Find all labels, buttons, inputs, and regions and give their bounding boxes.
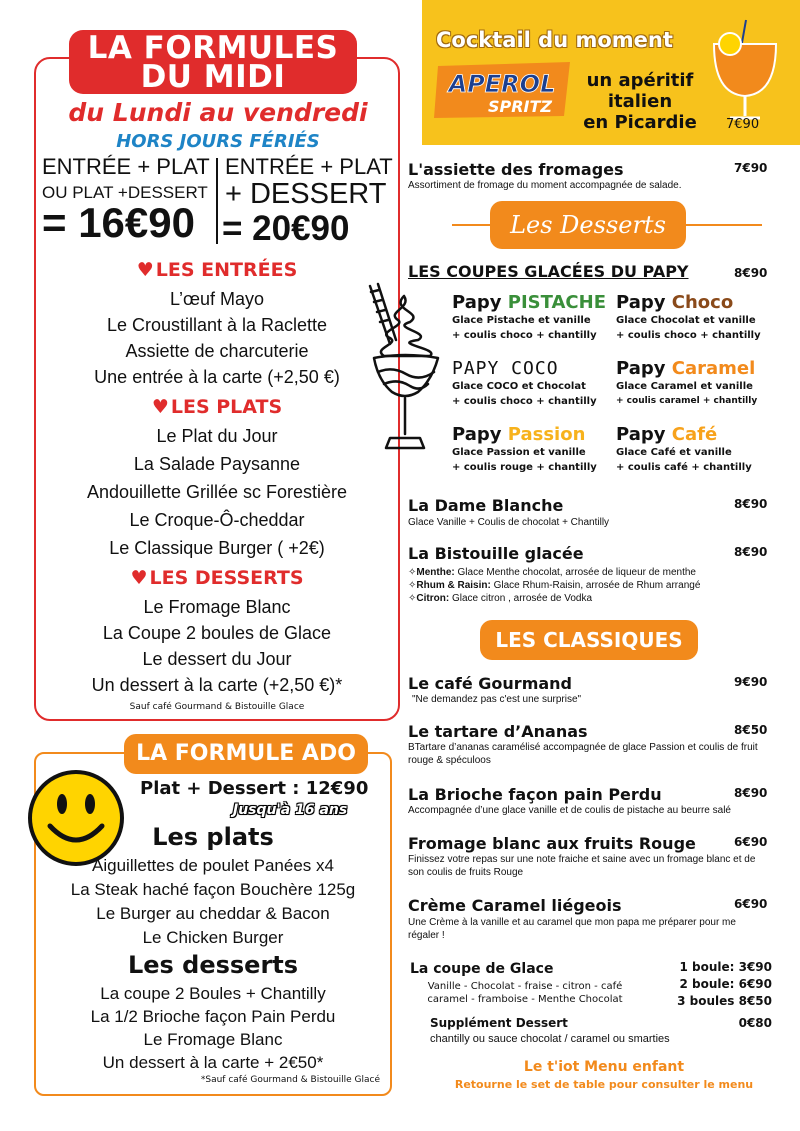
cocktail-title: Cocktail du moment <box>436 28 673 52</box>
formule-midi-title <box>69 30 357 94</box>
formula2-price: = 20€90 <box>222 209 350 248</box>
coupe-glace-price: 3 boules 8€50 <box>677 994 772 1008</box>
formula2-line1: ENTRÉE + PLAT <box>225 154 393 179</box>
heart-icon: ♥ <box>130 567 148 589</box>
papy-caramel-desc1: Glace Caramel et vanille <box>616 381 753 392</box>
cafe-gourmand-price: 9€90 <box>734 675 768 689</box>
entree-item: Assiette de charcuterie <box>125 341 309 361</box>
ado-dessert-item: Le Fromage Blanc <box>143 1030 283 1049</box>
formule-ado-price: Plat + Dessert : 12€90 <box>140 778 369 799</box>
tartare-ananas-title: Le tartare d’Ananas <box>408 722 588 741</box>
plat-item: Le Croque-Ô-cheddar <box>129 510 305 530</box>
divider <box>686 224 762 226</box>
plat-item: Andouillette Grillée sc Forestière <box>86 482 348 502</box>
creme-caramel-title: Crème Caramel liégeois <box>408 896 622 915</box>
menu-enfant-subtitle: Retourne le set de table pour consulter le menu <box>454 1078 754 1091</box>
spritz-glass-icon <box>700 14 790 124</box>
smiley-icon <box>26 768 126 868</box>
plat-item: La Salade Paysanne <box>133 454 301 474</box>
dessert-item: La Coupe 2 boules de Glace <box>102 623 332 643</box>
coupes-glacees-title: LES COUPES GLACÉES DU PAPY <box>408 262 689 281</box>
formule-ado-title: LA FORMULE ADO <box>124 734 368 774</box>
formule-ado-footnote: *Sauf café Gourmand & Bistouille Glacé <box>200 1075 380 1085</box>
coupe-glace-price: 1 boule: 3€90 <box>679 960 772 974</box>
formule-midi-days: du Lundi au vendredi <box>68 98 368 127</box>
coupe-glace-price: 2 boule: 6€90 <box>679 977 772 991</box>
ado-plat-item: Aiguillettes de poulet Panées x4 <box>92 856 334 875</box>
entree-item: Le Croustillant à la Raclette <box>106 315 328 335</box>
ado-dessert-item: La coupe 2 Boules + Chantilly <box>100 984 326 1003</box>
papy-cafe-desc2: + coulis café + chantilly <box>616 462 752 473</box>
ado-plat-item: Le Burger au cheddar & Bacon <box>96 904 330 923</box>
classiques-section-title: LES CLASSIQUES <box>480 620 698 660</box>
ado-plats-heading: Les plats <box>152 823 274 851</box>
entree-item: L’œuf Mayo <box>169 289 265 309</box>
cocktail-price: 7€90 <box>726 117 760 132</box>
creme-caramel-description: Une Crème à la vanille et au caramel que mon papa me préparer pour me régaler ! <box>408 917 736 941</box>
bistouille-options <box>408 566 768 605</box>
papy-passion-name: Papy Passion <box>452 424 586 445</box>
papy-coco-card <box>452 358 616 409</box>
formula1-price: = 16€90 <box>42 199 195 246</box>
papy-passion-card <box>452 424 616 475</box>
tartare-ananas-price: 8€50 <box>734 723 768 737</box>
dame-blanche-price: 8€90 <box>734 497 768 511</box>
bistouille-option: ✧Menthe: Glace Menthe chocolat, arrosée de liqueur de menthe <box>408 567 696 578</box>
papy-pistache-name: Papy PISTACHE <box>452 292 607 313</box>
papy-choco-name: Papy Choco <box>616 292 734 313</box>
papy-caramel-desc2: + coulis caramel + chantilly <box>616 396 758 406</box>
fromages-description: Assortiment de fromage du moment accompagnée de salade. <box>408 180 682 191</box>
fromage-blanc-price: 6€90 <box>734 835 768 849</box>
papy-coco-desc1: Glace COCO et Chocolat <box>452 381 586 392</box>
papy-caramel-card <box>616 358 786 409</box>
papy-coco-desc2: + coulis choco + chantilly <box>452 396 597 407</box>
papy-pistache-desc2: + coulis choco + chantilly <box>452 330 597 341</box>
entrees-heading: ♥ LES ENTRÉES <box>136 259 298 281</box>
formule-midi-hors-feries: HORS JOURS FÉRIÉS <box>116 131 320 152</box>
formula1-line1: ENTRÉE + PLAT <box>42 154 210 179</box>
papy-coco-name: PAPY COCO <box>452 358 559 379</box>
papy-choco-desc1: Glace Chocolat et vanille <box>616 315 756 326</box>
supplement-price: 0€80 <box>738 1016 772 1030</box>
tartare-ananas-description: BTartare d’ananas caramélisé accompagnée de glace Passion et coulis de fruit rouge & spéculoos <box>408 742 758 766</box>
formule-midi-footnote: Sauf café Gourmand & Bistouille Glace <box>129 702 305 712</box>
papy-cafe-name: Papy Café <box>616 424 718 445</box>
supplement-title: Supplément Dessert <box>430 1016 568 1030</box>
coupe-glace-flavors: Vanille - Chocolat - fraise - citron - café caramel - framboise - Menthe Chocolat <box>427 981 623 1005</box>
entree-item: Une entrée à la carte (+2,50 €) <box>94 367 340 387</box>
aperol-spritz-logo <box>432 60 576 120</box>
dessert-item: Le Fromage Blanc <box>143 597 291 617</box>
bistouille-title: La Bistouille glacée <box>408 544 584 563</box>
coupes-glacees-price: 8€90 <box>734 266 768 280</box>
ado-desserts-heading: Les desserts <box>127 951 299 979</box>
papy-caramel-name: Papy Caramel <box>616 358 756 379</box>
formula2-line2: + DESSERT <box>225 178 387 210</box>
fromages-title: L'assiette des fromages <box>408 160 624 179</box>
sundae-icon <box>360 282 450 472</box>
papy-pistache-desc1: Glace Pistache et vanille <box>452 315 591 326</box>
coupe-glace-title: La coupe de Glace <box>410 961 554 977</box>
ado-plat-item: Le Chicken Burger <box>142 928 284 947</box>
supplement-description: chantilly ou sauce chocolat / caramel ou smarties <box>430 1033 670 1045</box>
brioche-description: Accompagnée d’une glace vanille et de coulis de pistache au beurre salé <box>408 805 731 816</box>
papy-cafe-card <box>616 424 786 475</box>
brioche-title: La Brioche façon pain Perdu <box>408 785 662 804</box>
fromage-blanc-description: Finissez votre repas sur une note fraiche et saine avec un fromage blanc et de son coulis de fruits Rouge <box>408 854 756 878</box>
formula-divider <box>216 158 218 244</box>
brioche-price: 8€90 <box>734 786 768 800</box>
formule-midi-title-line1: LA FORMULES <box>87 30 339 66</box>
dame-blanche-description: Glace Vanille + Coulis de chocolat + Chantilly <box>408 517 610 528</box>
papy-choco-card <box>616 292 786 343</box>
fromages-price: 7€90 <box>734 161 768 175</box>
papy-passion-desc1: Glace Passion et vanille <box>452 447 586 458</box>
bistouille-option: ✧Rhum & Raisin: Glace Rhum-Raisin, arrosée de Rhum arrangé <box>408 580 701 591</box>
menu-enfant-title: Le t'iot Menu enfant <box>523 1059 685 1075</box>
papy-passion-desc2: + coulis rouge + chantilly <box>452 462 597 473</box>
bistouille-option: ✧Citron: Glace citron , arrosée de Vodka <box>408 593 593 604</box>
cafe-gourmand-description: "Ne demandez pas c'est une surprise" <box>412 694 582 705</box>
fromage-blanc-title: Fromage blanc aux fruits Rouge <box>408 834 696 853</box>
divider <box>452 224 490 226</box>
heart-icon: ♥ <box>151 396 169 418</box>
cocktail-description: un apéritif italien en Picardie <box>583 70 697 133</box>
svg-text:SPRITZ: SPRITZ <box>487 97 553 116</box>
plat-item: Le Plat du Jour <box>156 426 278 446</box>
desserts-heading: ♥ LES DESSERTS <box>130 567 304 589</box>
svg-text:APEROL: APEROL <box>448 70 556 98</box>
formule-midi-title-line2: DU MIDI <box>140 59 286 95</box>
papy-cafe-desc1: Glace Café et vanille <box>616 447 732 458</box>
creme-caramel-price: 6€90 <box>734 897 768 911</box>
heart-icon: ♥ <box>136 259 154 281</box>
ado-plat-item: La Steak haché façon Bouchère 125g <box>70 880 356 899</box>
desserts-section-title: Les Desserts <box>490 201 686 249</box>
papy-choco-desc2: + coulis choco + chantilly <box>616 330 761 341</box>
cafe-gourmand-title: Le café Gourmand <box>408 674 572 693</box>
plats-heading: ♥ LES PLATS <box>151 396 283 418</box>
papy-pistache-card <box>452 292 616 343</box>
dessert-item: Le dessert du Jour <box>142 649 292 669</box>
formula1-line2: OU PLAT +DESSERT <box>42 183 208 202</box>
ado-dessert-item: La 1/2 Brioche façon Pain Perdu <box>90 1007 336 1026</box>
plat-item: Le Classique Burger ( +2€) <box>109 538 325 558</box>
ado-dessert-item: Un dessert à la carte + 2€50* <box>102 1053 324 1072</box>
formule-ado-age-limit: Jusqu'à 16 ans <box>233 802 348 818</box>
bistouille-price: 8€90 <box>734 545 768 559</box>
dessert-item: Un dessert à la carte (+2,50 €)* <box>91 675 343 695</box>
dame-blanche-title: La Dame Blanche <box>408 496 564 515</box>
